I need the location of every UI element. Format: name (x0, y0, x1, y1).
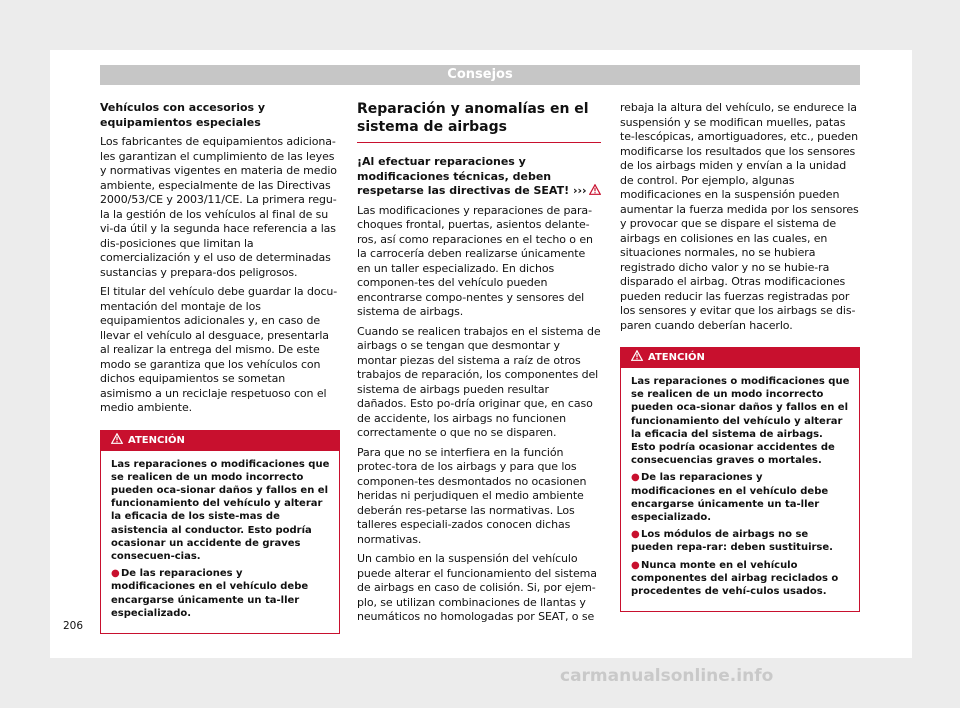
paragraph: El titular del vehículo debe guardar la docu-mentación del montaje de los equipamientos adicionales y, en caso de llevar el vehículo al desguace, presentarla al realizar la entrega del mismo. De este modo se garantiza que los vehículos con dichos equipamientos se sometan asimismo a un reciclaje respetuoso con el medio ambiente. (100, 285, 338, 414)
subheading-directives: ¡Al efectuar reparaciones y modificaciones técnicas, deben respetarse las directivas de SEAT! ››› (357, 155, 601, 199)
paragraph: Cuando se realicen trabajos en el sistema de airbags o se tengan que desmontar y montar piezas del sistema a raíz de otros trabajos de reparación, los componentes del sistema de airbags pueden resultar dañados. Esto po-dría originar que, en caso de accidente, los airbags no funcionen correctamente o que no se disparen. (357, 324, 601, 439)
heading-airbags: Reparación y anomalías en el sistema de airbags (357, 101, 589, 135)
bullet-icon: ● (631, 559, 640, 571)
paragraph: Las modificaciones y reparaciones de para-choques frontal, puertas, asientos delante-ros, así como reparaciones en el techo o en la carrocería deben realizarse únicamente en un taller especializado. En dichos componen-tes del vehículo pueden encontrarse compo-nentes y sensores del sistema de airbags. (357, 203, 593, 318)
section-title-bar: Consejos (100, 65, 860, 85)
warning-bullet: ●De las reparaciones y modificaciones en el vehículo debe encargarse únicamente un ta-ller especializado. (631, 472, 829, 524)
warning-bullet: ●Nunca monte en el vehículo componentes del airbag reciclados o procedentes de vehí-culos usados. (631, 559, 839, 598)
warning-header (621, 348, 859, 368)
bullet-icon: ● (631, 472, 640, 484)
warning-text: Las reparaciones o modificaciones que se realicen de un modo incorrecto pueden oca-sionar daños y fallos en el funcionamiento del vehículo y alterar la eficacia de los siste-mas de asistencia al conductor. Esto podría ocasionar un accidente de graves consecuen-cias. (111, 458, 330, 562)
heading-wrap (357, 101, 601, 143)
warning-bullet: ●Los módulos de airbags no se pueden repa-rar: deben sustituirse. (631, 529, 833, 554)
warning-triangle-icon (111, 433, 123, 444)
paragraph: Para que no se interfiera en la función protec-tora de los airbags y para que los componen-tes desmontados no ocasionen heridas ni perjudiquen el medio ambiente deberán res-petarse las normativas. Los talleres especiali-zados conocen dichas normativas. (357, 445, 587, 546)
warning-title: ATENCIÓN (128, 434, 185, 446)
warning-text: Las reparaciones o modificaciones que se realicen de un modo incorrecto pueden oca-sionar daños y fallos en el funcionamiento del vehículo y alterar la eficacia del sistema de airbags. Esto podría ocasionar accidentes de consecuencias graves o mortales. (631, 376, 850, 467)
bullet-icon: ● (111, 568, 120, 580)
bullet-icon: ● (631, 529, 640, 541)
warning-body (621, 368, 859, 611)
warning-box (620, 347, 860, 612)
column-left (100, 101, 340, 634)
warning-header (101, 431, 339, 451)
paragraph: Los fabricantes de equipamientos adiciona-les garantizan el cumplimiento de las leyes y normativas vigentes en materia de medio ambiente, especialmente de las Directivas 2000/53/CE y 2003/11/CE. La primera regu-la la gestión de los vehículos al final de su vi-da útil y la segunda hace referencia a las dis-posiciones que limitan la comercialización y el uso de determinadas sustancias y prepara-dos peligrosos. (100, 135, 337, 279)
watermark: carmanualsonline.info (560, 666, 774, 686)
warning-body (101, 451, 339, 633)
column-middle (357, 101, 601, 630)
column-right (620, 101, 860, 612)
warning-triangle-icon (631, 350, 643, 361)
page-number: 206 (63, 620, 84, 632)
subheading-accessories: Vehículos con accesorios y equipamientos especiales (100, 101, 266, 129)
warning-title: ATENCIÓN (648, 352, 705, 363)
warning-bullet: ●De las reparaciones y modificaciones en el vehículo debe encargarse únicamente un ta-ller especializado. (111, 568, 309, 619)
warning-triangle-icon (589, 184, 601, 195)
page-sheet (50, 50, 912, 658)
paragraph: rebaja la altura del vehículo, se endurece la suspensión y se modifican muelles, patas te-lescópicas, amortiguadores, etc., pueden modificarse los resultados que los sensores de los airbags miden y envían a la unidad de control. Por ejemplo, algunas modificaciones en la suspensión pueden aumentar la fuerza medida por los sensores y provocar que se dispare el sistema de airbags en colisiones en las cuales, en situaciones normales, no se hubiera registrado dicho valor y no se hubie-ra disparado el airbag. Otras modificaciones pueden reducir las fuerzas registradas por los sensores y evitar que los airbags se dis-paren cuando deberían hacerlo. (620, 101, 859, 332)
paragraph: Un cambio en la suspensión del vehículo puede alterar el funcionamiento del sistema de airbags en caso de colisión. Si, por ejem-plo, se utilizan combinaciones de llantas y neumáticos no homologadas por SEAT, o se (357, 552, 597, 623)
warning-box (100, 430, 340, 634)
